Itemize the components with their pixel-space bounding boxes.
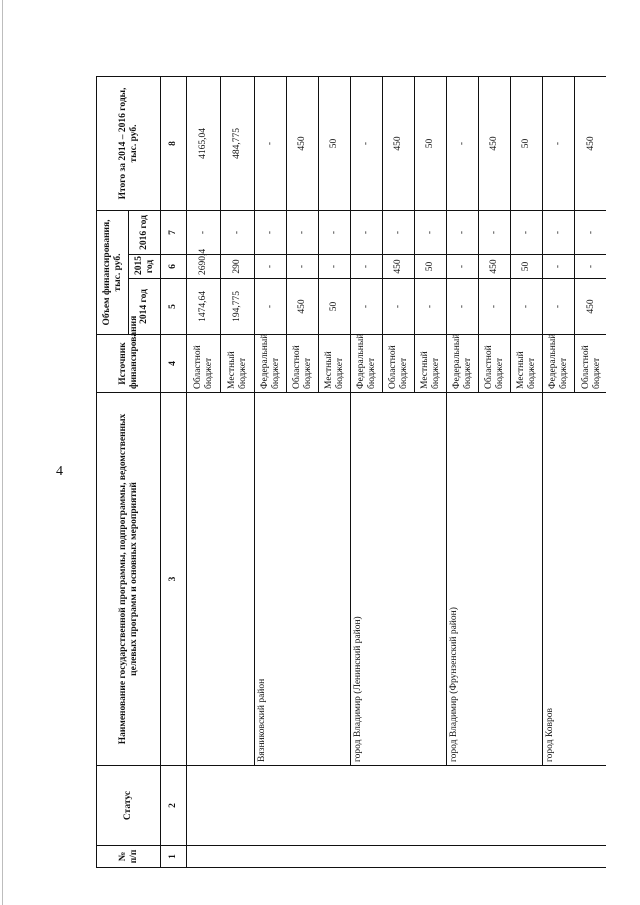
value-2014: -	[255, 278, 287, 334]
source-cell: Местный бюджет	[319, 334, 351, 392]
value-2016: -	[287, 210, 319, 254]
district-name: город Ковров	[543, 392, 607, 765]
value-2015: -	[543, 254, 575, 278]
source-cell: Федеральный бюджет	[447, 334, 479, 392]
value-2015: -	[447, 254, 479, 278]
source-cell: Местный бюджет	[221, 334, 255, 392]
value-2016: -	[575, 210, 607, 254]
page-number: 4	[56, 464, 63, 479]
value-2014: -	[479, 278, 511, 334]
source-cell: Федеральный бюджет	[351, 334, 383, 392]
source-cell: Областной бюджет	[187, 334, 221, 392]
value-total: 450	[383, 76, 415, 210]
value-2015: -	[255, 254, 287, 278]
value-total: 50	[511, 76, 543, 210]
source-cell: Областной бюджет	[383, 334, 415, 392]
value-2015: 450	[479, 254, 511, 278]
value-2014: -	[383, 278, 415, 334]
value-2014: 450	[575, 278, 607, 334]
value-2014: -	[511, 278, 543, 334]
value-2015: 50	[415, 254, 447, 278]
row-status-cell	[187, 766, 607, 846]
header-total: Итого за 2014 – 2016 годы, тыс. руб.	[97, 76, 161, 210]
financing-table	[96, 76, 606, 868]
row-number-cell	[187, 846, 607, 868]
value-total: -	[351, 76, 383, 210]
district-name: город Владимир (Фрунзенский район)	[447, 392, 543, 765]
value-2014: 450	[287, 278, 319, 334]
district-name: Вязниковский район	[255, 392, 351, 765]
header-funding-source: Источник финансирования	[97, 334, 161, 392]
value-2014: -	[351, 278, 383, 334]
value-2016: -	[255, 210, 287, 254]
value-2014: 194,775	[221, 278, 255, 334]
value-2015: 450	[383, 254, 415, 278]
value-2015: -	[319, 254, 351, 278]
source-cell: Федеральный бюджет	[543, 334, 575, 392]
value-2016: -	[383, 210, 415, 254]
value-total: 484,775	[221, 76, 255, 210]
value-2016: -	[479, 210, 511, 254]
source-cell: Областной бюджет	[575, 334, 607, 392]
rotated-table-container	[96, 76, 606, 868]
source-cell: Местный бюджет	[511, 334, 543, 392]
column-number-1: 1	[161, 846, 187, 868]
value-total: 450	[287, 76, 319, 210]
header-program-name: Наименование государственной программы, подпрограммы, ведомственных целевых программ и основных мероприятий	[97, 392, 161, 765]
scan-edge-line	[2, 0, 3, 905]
source-cell: Местный бюджет	[415, 334, 447, 392]
value-2015: -	[287, 254, 319, 278]
value-2015: -	[351, 254, 383, 278]
value-total: -	[255, 76, 287, 210]
column-number-4: 4	[161, 334, 187, 392]
value-2016: -	[447, 210, 479, 254]
value-2016: -	[511, 210, 543, 254]
value-2015: -	[575, 254, 607, 278]
column-number-6: 6	[161, 254, 187, 278]
value-2014: -	[447, 278, 479, 334]
header-funding-volume: Объем финансирования, тыс. руб.	[97, 210, 129, 334]
value-total: -	[543, 76, 575, 210]
source-cell: Федеральный бюджет	[255, 334, 287, 392]
header-year-2014: 2014 год	[129, 278, 161, 334]
value-2015: 290	[221, 254, 255, 278]
value-2016: -	[351, 210, 383, 254]
value-total: 4165,04	[187, 76, 221, 210]
value-2014: -	[415, 278, 447, 334]
column-number-3: 3	[161, 392, 187, 765]
header-status: Статус	[97, 766, 161, 846]
value-total: -	[447, 76, 479, 210]
column-number-5: 5	[161, 278, 187, 334]
value-total: 50	[319, 76, 351, 210]
header-number: № п/п	[97, 846, 161, 868]
source-cell: Областной бюджет	[287, 334, 319, 392]
table-frame	[96, 76, 606, 868]
value-2016: -	[319, 210, 351, 254]
source-cell: Областной бюджет	[479, 334, 511, 392]
value-2016: -	[187, 210, 221, 254]
column-number-7: 7	[161, 210, 187, 254]
program-name-cell	[187, 392, 221, 765]
value-total: 450	[575, 76, 607, 210]
header-year-2016: 2016 год	[129, 210, 161, 254]
value-2015: 2690,4	[187, 254, 221, 278]
column-number-8: 8	[161, 76, 187, 210]
program-name-cell	[221, 392, 255, 765]
value-total: 450	[479, 76, 511, 210]
value-2015: 50	[511, 254, 543, 278]
value-2016: -	[415, 210, 447, 254]
value-total: 50	[415, 76, 447, 210]
value-2014: 1474,64	[187, 278, 221, 334]
value-2016: -	[221, 210, 255, 254]
district-name: город Владимир (Ленинский район)	[351, 392, 447, 765]
value-2014: -	[543, 278, 575, 334]
header-year-2015: 2015 год	[129, 254, 161, 278]
column-number-2: 2	[161, 766, 187, 846]
value-2014: 50	[319, 278, 351, 334]
value-2016: -	[543, 210, 575, 254]
